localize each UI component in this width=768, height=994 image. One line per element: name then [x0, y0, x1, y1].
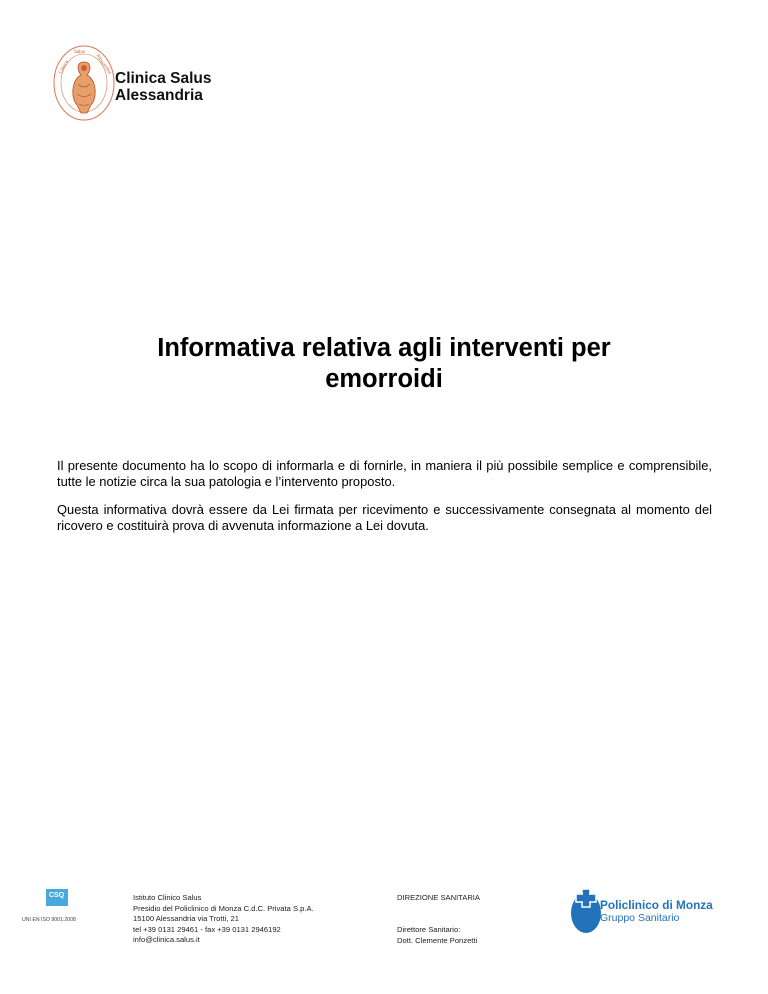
clinic-name	[115, 70, 211, 104]
svg-text:Salus: Salus	[74, 50, 85, 55]
signature-notice-paragraph: Questa informativa dovrà essere da Lei firmata per ricevimento e successivamente consegnata al momento del ricovero e costituirà prova di avvenuta informazione a Lei dovuta.	[57, 502, 712, 533]
csq-badge-label: CSQ	[49, 892, 65, 899]
clinic-logo	[52, 44, 232, 124]
title-line1: Informativa relativa agli interventi per	[157, 334, 611, 362]
institute-presidio: Presidio del Policlinico di Monza C.d.C. Privata S.p.A.	[133, 903, 314, 913]
clinic-name-line1: Clinica Salus	[115, 70, 212, 87]
svg-text:Alessandria: Alessandria	[94, 53, 112, 76]
intro-paragraph: Il presente documento ha lo scopo di informarla e di fornirle, in maniera il più possibile semplice e comprensibile, tutte le notizie circa la sua patologia e l’intervento proposto.	[57, 458, 712, 489]
document-title	[60, 333, 708, 395]
csq-badge-icon	[46, 889, 68, 906]
title-line2: emorroidi	[325, 365, 443, 393]
seal-icon	[52, 44, 116, 122]
iso-certification: UNI EN ISO 9001:2008	[22, 917, 76, 923]
policlinico-name: Policlinico di Monza	[600, 898, 713, 912]
clinic-name-line2: Alessandria	[115, 87, 203, 104]
institute-email: info@clinica.salus.it	[133, 935, 200, 944]
direction-label: DIREZIONE SANITARIA	[397, 893, 480, 902]
policlinico-group: Gruppo Sanitario	[600, 912, 680, 924]
director-role: Direttore Sanitario:	[397, 925, 461, 934]
institute-street: 15100 Alessandria via Trotti, 21	[133, 914, 239, 923]
institute-phone: tel +39 0131 29461 - fax +39 0131 2946192	[133, 924, 281, 934]
policlinico-logo	[570, 887, 740, 937]
svg-text:Clinica: Clinica	[58, 59, 70, 75]
institute-name: Istituto Clinico Salus	[133, 893, 202, 902]
director-name: Dott. Clemente Ponzetti	[397, 935, 478, 945]
policlinico-cross-icon	[570, 887, 602, 935]
director-block	[397, 925, 477, 946]
institute-address	[133, 893, 314, 946]
